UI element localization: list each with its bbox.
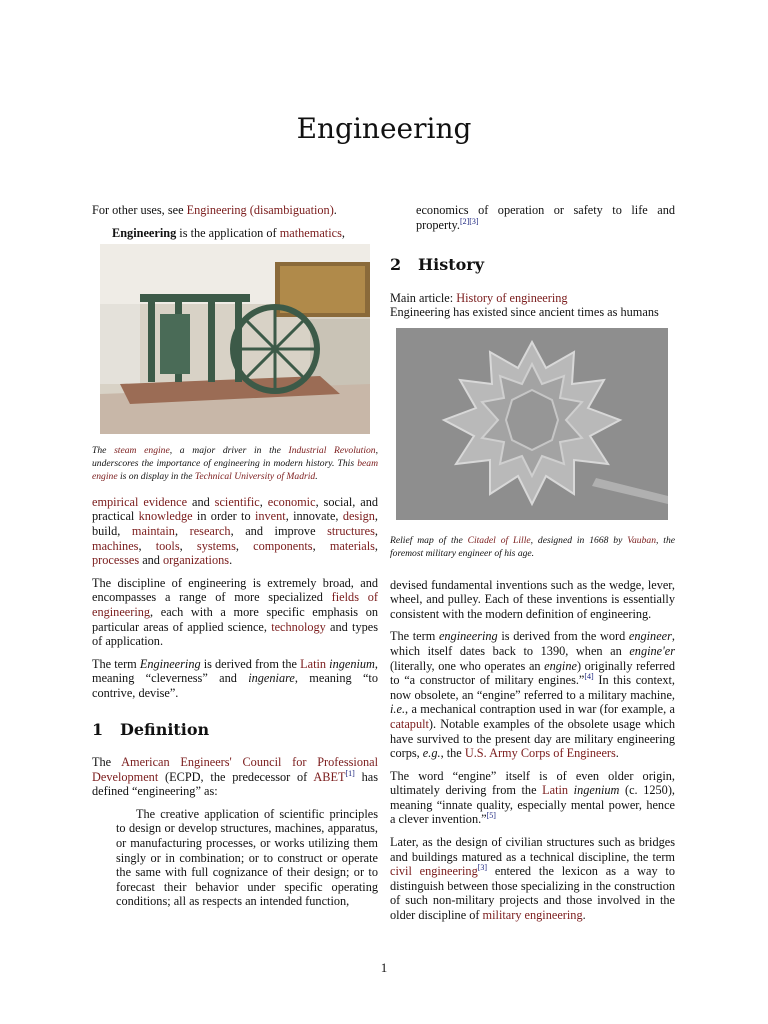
ecpd-link[interactable]: American Engineers' Council for Professional Development (92, 755, 379, 784)
fields-of-engineering-link[interactable]: fields of engineering (92, 590, 378, 619)
vauban-link[interactable]: Vauban (627, 534, 656, 546)
industrial-revolution-link[interactable]: Industrial Revolution (288, 444, 376, 456)
hatnote-text: For other uses, see (92, 203, 187, 217)
history-first-line (390, 305, 675, 320)
text: . (615, 746, 619, 761)
term: Engineering (139, 656, 201, 671)
history-continuation (390, 578, 675, 622)
design-link[interactable]: design (342, 509, 375, 524)
text: Engineering has existed since ancient times as humans (390, 305, 659, 320)
text: entered the lexicon as a way to distinguish between those specializing in the construction of such non-military projects and those involved in the older discipline of (390, 864, 675, 923)
definition-quote (116, 807, 378, 909)
catapult-link[interactable]: catapult (390, 716, 429, 731)
technical-university-link[interactable]: Technical University of Madrid (194, 470, 316, 482)
text: , meaning “cleverness” and (92, 656, 378, 686)
quote-text: The creative application of scientific principles to design or develop structures, machines, apparatus, or manufacturing processes, or works utilizing them singly or in combination; or to construct or operate the same with full cognizance of their design; or to forecast their behavior under specific operating conditions; all as respects an intended function, (116, 806, 378, 909)
applications-paragraph (92, 495, 378, 568)
text: , (374, 538, 378, 553)
steam-engine-figure[interactable] (100, 244, 370, 438)
technology-link[interactable]: technology (271, 619, 326, 634)
citation-2-3[interactable]: [2][3] (459, 216, 479, 226)
caption-text: , the foremost military engineer of his age. (390, 534, 675, 559)
text: , (235, 538, 254, 553)
citation-3[interactable]: [3] (477, 863, 488, 873)
text: , meaning “to contrive, devise”. (92, 671, 378, 700)
civil-engineering-link[interactable]: civil engineering (390, 864, 478, 879)
page-number: 1 (380, 960, 388, 975)
citadel-of-lille-link[interactable]: Citadel of Lille (467, 534, 531, 546)
text: , (374, 523, 378, 538)
quote-continuation (416, 203, 675, 232)
processes-link[interactable]: processes (92, 553, 140, 568)
text: (ECPD, the predecessor of (158, 769, 314, 784)
abet-link[interactable]: ABET (313, 769, 346, 784)
scientific-link[interactable]: scientific (214, 494, 260, 509)
text: in order to (192, 509, 255, 524)
text: and types of application. (92, 619, 378, 649)
lead-end: , (341, 225, 345, 240)
caption-text: , underscores the importance of engineering in modern history. This (92, 444, 379, 469)
text: is derived from the (200, 656, 301, 671)
term: engine'er (629, 643, 675, 658)
text: , (312, 538, 330, 553)
discipline-paragraph (92, 576, 378, 649)
text: , a mechanical contraption used in war (for example, a (405, 702, 675, 717)
mathematics-link[interactable]: mathematics (279, 225, 342, 240)
army-corps-link[interactable]: U.S. Army Corps of Engineers (464, 746, 616, 761)
text: , build, (92, 509, 378, 538)
text: , (259, 494, 268, 509)
term: e.g. (422, 746, 441, 761)
beam-engine-link[interactable]: beam engine (92, 457, 378, 482)
text: The term (390, 629, 439, 644)
text: , which itself dates back to 1390, when an (390, 629, 675, 658)
section-number: 1 (92, 719, 104, 739)
section-heading-definition (92, 719, 378, 739)
text: ). Notable examples of the obsolete usage which have survived to the present day are military engineering corps, (390, 716, 675, 761)
steam-engine-image[interactable] (100, 244, 370, 434)
text: (c. 1250), meaning “innate quality, especially mental power, hence a clever invention.” (390, 783, 675, 827)
lead-text: is the application of (176, 225, 280, 240)
organizations-link[interactable]: organizations (163, 553, 230, 568)
maintain-link[interactable]: maintain (131, 523, 175, 538)
text: and (187, 494, 215, 509)
term: ingenium (329, 656, 375, 671)
citadel-relief-image[interactable] (396, 328, 668, 520)
citadel-figure[interactable] (396, 328, 668, 524)
text: The (92, 755, 122, 770)
latin-link-2[interactable]: Latin (542, 783, 569, 798)
text: , (138, 538, 156, 553)
section-heading-history (390, 255, 675, 275)
caption-text: , a major driver in the (169, 444, 289, 456)
term: engineering (438, 629, 498, 644)
citation-1[interactable]: [1] (345, 768, 355, 778)
economic-link[interactable]: economic (267, 494, 316, 509)
right-column (390, 203, 675, 931)
text: and (139, 553, 164, 568)
lead-term: Engineering (112, 225, 177, 240)
text: , (174, 523, 190, 538)
materials-link[interactable]: materials (329, 538, 375, 553)
latin-link[interactable]: Latin (300, 656, 327, 671)
text: Later, as the design of civilian structures such as bridges and buildings matured as a technical discipline, the term (390, 835, 675, 864)
term: engineer (628, 629, 672, 644)
caption-text: is on display in the (117, 470, 195, 482)
main-article-note (390, 291, 675, 306)
components-link[interactable]: components (253, 538, 313, 553)
text: economics of operation or safety to life and property. (416, 203, 675, 232)
text: . (229, 553, 233, 568)
text: , (179, 538, 197, 553)
knowledge-link[interactable]: knowledge (138, 509, 193, 524)
section-number: 2 (390, 255, 402, 275)
figure-caption (92, 444, 378, 483)
text: . (582, 908, 586, 923)
caption-text: Relief map of the (390, 534, 468, 546)
page-title: Engineering (296, 112, 472, 145)
caption-text: . (315, 470, 318, 482)
term: i.e. (390, 702, 406, 717)
invent-link[interactable]: invent (254, 509, 286, 524)
term: engine (544, 658, 577, 673)
text: , the (440, 746, 465, 761)
definition-paragraph (92, 755, 378, 799)
text: is derived from the word (497, 629, 629, 644)
military-engineering-link[interactable]: military engineering (482, 908, 583, 923)
caption-text: The (92, 444, 115, 456)
caption-text: , designed in 1668 by (530, 534, 628, 546)
text: The term (92, 656, 140, 671)
disambiguation-link[interactable]: Engineering (disambiguation) (186, 203, 334, 217)
etymology-paragraph (92, 657, 378, 701)
text: In this context, now obsolete, an “engine” referred to a military machine, (390, 673, 675, 702)
section-title: Definition (120, 719, 210, 739)
text: ) originally referred to “a constructor of military engines.” (390, 658, 675, 688)
text: has defined “engineering” as: (92, 769, 378, 799)
text: , each with a more specific emphasis on particular areas of applied science, (92, 604, 378, 634)
hatnote (92, 203, 378, 218)
text: Main article: (390, 290, 457, 305)
lead-paragraph (92, 226, 378, 241)
citation-4[interactable]: [4] (584, 672, 594, 682)
left-column (92, 203, 378, 909)
text: , and improve (230, 523, 328, 538)
systems-link[interactable]: systems (196, 538, 236, 553)
tools-link[interactable]: tools (155, 538, 180, 553)
text: , social, and practical (92, 494, 378, 524)
empirical-evidence-link[interactable]: empirical evidence (92, 494, 188, 509)
citation-5[interactable]: [5] (486, 811, 496, 821)
text: (literally, one who operates an (390, 658, 545, 673)
engine-etymology-paragraph (390, 769, 675, 827)
steam-engine-link[interactable]: steam engine (114, 444, 170, 456)
hatnote-end: . (333, 203, 337, 217)
text: The discipline of engineering is extremely broad, and encompasses a range of more specialized (92, 575, 378, 605)
section-title: History (418, 255, 484, 275)
machines-link[interactable]: machines (92, 538, 139, 553)
text: devised fundamental inventions such as the wedge, lever, wheel, and pulley. Each of these inventions is essentially consistent with the modern definition of engineering. (390, 577, 675, 621)
engineer-etymology-paragraph (390, 629, 675, 760)
citadel-caption (390, 534, 675, 560)
structures-link[interactable]: structures (327, 523, 375, 538)
civil-engineering-paragraph (390, 835, 675, 923)
term: ingenium (573, 783, 620, 798)
research-link[interactable]: research (189, 523, 231, 538)
text: The word “engine” itself is of even older origin, ultimately deriving from the (390, 768, 675, 798)
text: , innovate, (285, 509, 343, 524)
term: ingeniare (248, 671, 295, 686)
history-of-engineering-link[interactable]: History of engineering (456, 290, 568, 305)
